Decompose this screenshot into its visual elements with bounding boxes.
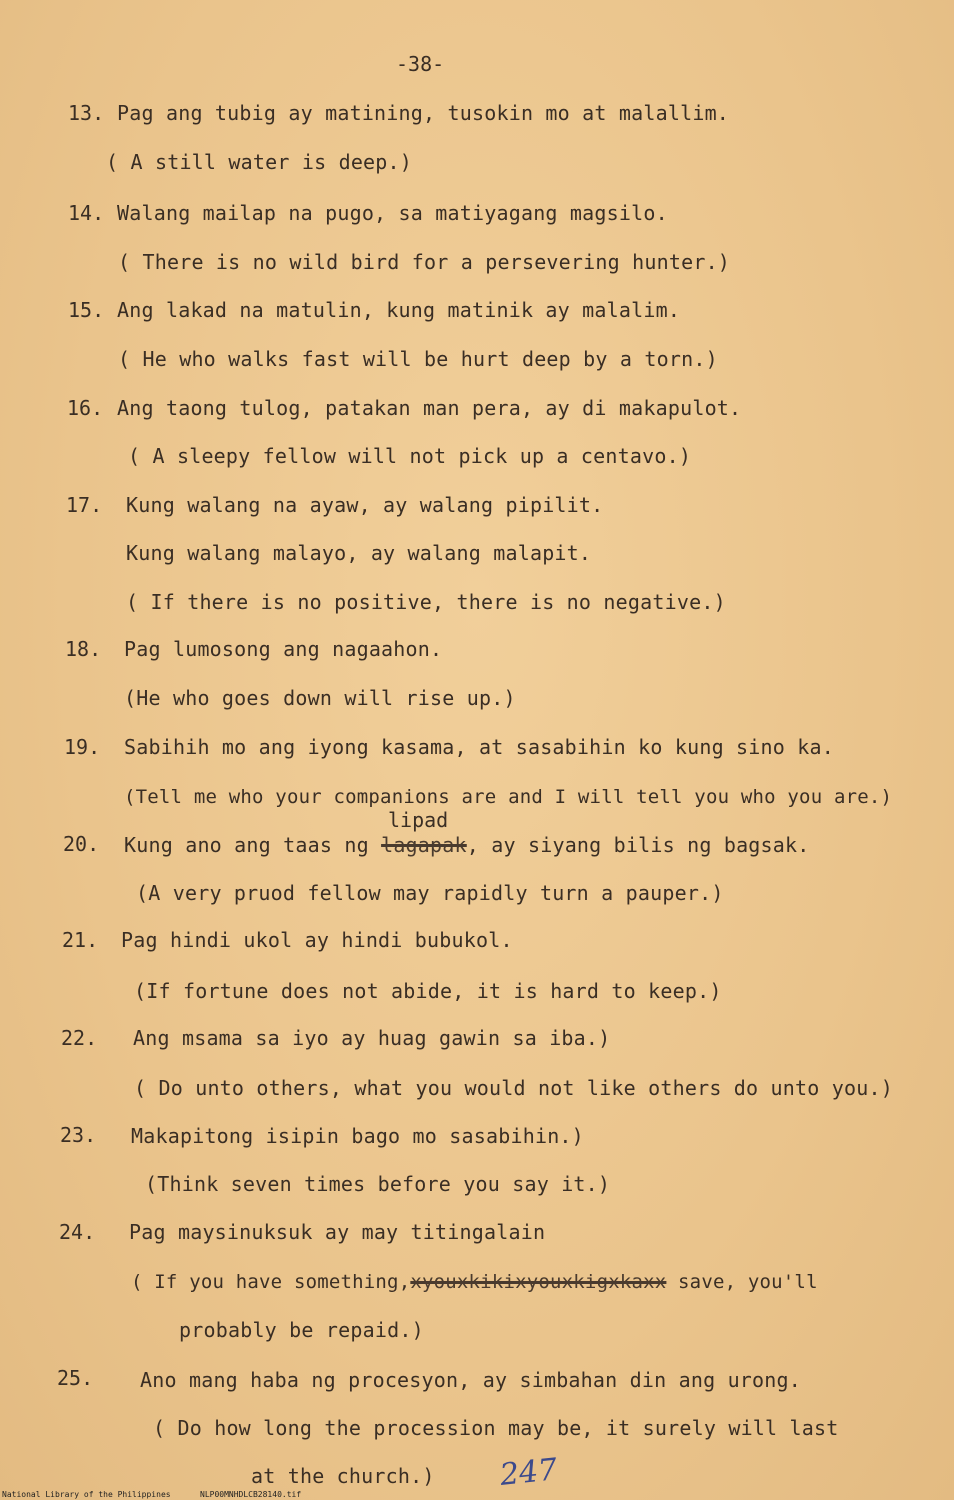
page-number: -38- [396,52,445,76]
entry-number: 21. [62,928,99,952]
translation-line: ( A sleepy fellow will not pick up a centavo.) [128,444,692,468]
translation-line: at the church.) [251,1464,435,1488]
entry-number: 23. [60,1123,97,1147]
entry-number: 14. [68,201,105,225]
entry-number: 25. [57,1366,94,1390]
translation-text: ( If you have something, [131,1271,411,1293]
entry-number: 16. [67,396,104,420]
struck-text: xyouxkikixyouxkigxkaxx [410,1271,667,1293]
translation-text-cont: save, you'll [666,1271,818,1293]
entry-number: 15. [68,298,105,322]
proverb-line: Pag hindi ukol ay hindi bubukol. [121,928,513,952]
translation-line: probably be repaid.) [179,1318,424,1342]
translation-line [131,1270,818,1294]
entry-number: 18. [65,637,102,661]
proverb-line: Ang lakad na matulin, kung matinik ay malalim. [117,298,681,322]
entry-number: 17. [66,493,103,517]
proverb-line: Kung walang na ayaw, ay walang pipilit. [126,493,604,517]
translation-line: (He who goes down will rise up.) [124,686,516,710]
translation-line: (If fortune does not abide, it is hard to keep.) [134,979,722,1003]
entry-number: 22. [61,1026,98,1050]
proverb-line: Ang msama sa iyo ay huag gawin sa iba.) [133,1026,611,1050]
translation-line: (Think seven times before you say it.) [145,1172,611,1196]
translation-line: ( Do unto others, what you would not like others do unto you.) [134,1076,893,1100]
translation-line: ( He who walks fast will be hurt deep by a torn.) [118,347,718,371]
footer-filename: NLP00MNHDLCB28140.tif [200,1490,302,1499]
translation-line: (A very pruod fellow may rapidly turn a pauper.) [136,881,724,905]
proverb-line: Pag lumosong ang nagaahon. [124,637,443,661]
translation-line: ( A still water is deep.) [106,150,413,174]
proverb-line: Sabihih mo ang iyong kasama, at sasabihin ko kung sino ka. [124,735,834,759]
handwritten-insert: lipad [388,808,449,832]
translation-line: ( Do how long the procession may be, it surely will last [153,1416,839,1440]
struck-text: lagapak [381,833,467,857]
proverb-line: Kung walang malayo, ay walang malapit. [126,541,592,565]
proverb-line: Pag maysinuksuk ay may titingalain [129,1220,546,1244]
proverb-line: Makapitong isipin bago mo sasabihin.) [131,1124,584,1148]
proverb-text-cont: , ay siyang bilis ng bagsak. [466,833,810,857]
proverb-line: Pag ang tubig ay matining, tusokin mo at malallim. [117,101,730,125]
proverb-line: Ano mang haba ng procesyon, ay simbahan din ang urong. [140,1368,802,1392]
entry-number: 19. [64,735,101,759]
translation-line: ( There is no wild bird for a persevering hunter.) [118,250,731,274]
translation-line: ( If there is no positive, there is no negative.) [126,590,726,614]
footer-institution: National Library of the Philippines [2,1490,171,1499]
proverb-line: Walang mailap na pugo, sa matiyagang magsilo. [117,201,668,225]
translation-line: (Tell me who your companions are and I will tell you who you are.) [124,786,893,808]
proverb-line [124,833,810,857]
entry-number: 13. [68,101,105,125]
proverb-line: Ang taong tulog, patakan man pera, ay di makapulot. [117,396,742,420]
proverb-text: Kung ano ang taas ng [124,833,369,857]
handwritten-page-number: 247 [498,1452,559,1493]
entry-number: 20. [63,832,100,856]
entry-number: 24. [59,1220,96,1244]
